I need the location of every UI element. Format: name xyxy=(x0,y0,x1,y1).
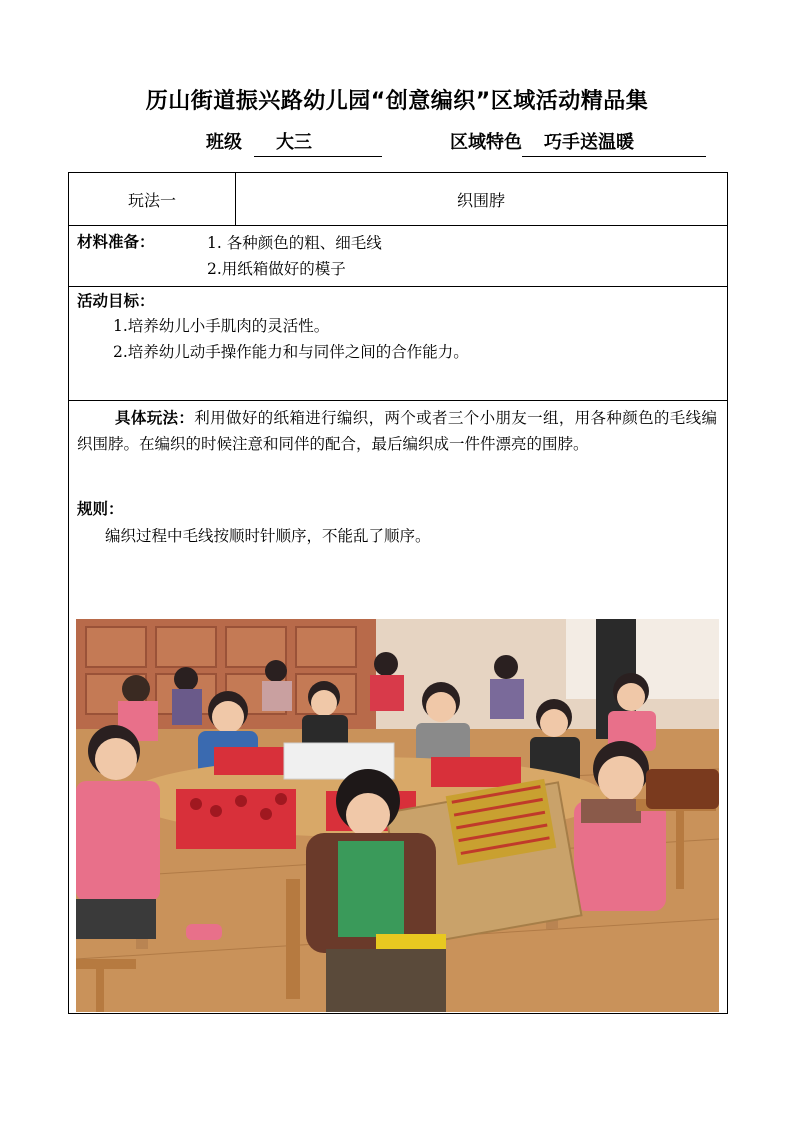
play-row xyxy=(69,173,727,226)
materials-row xyxy=(69,226,727,287)
materials-item: 1. 各种颜色的粗、细毛线 xyxy=(207,234,382,252)
activity-table xyxy=(68,172,728,1014)
feature-field xyxy=(450,128,706,157)
goals-label: 活动目标： xyxy=(77,292,155,310)
goal-item: 2.培养幼儿动手操作能力和与同伴之间的合作能力。 xyxy=(113,343,469,361)
goal-item: 1.培养幼儿小手肌肉的灵活性。 xyxy=(113,317,330,335)
feature-value: 巧手送温暖 xyxy=(522,128,706,157)
method-label: 具体玩法： xyxy=(115,409,195,427)
class-value: 大三 xyxy=(254,128,382,157)
method-text: 利用做好的纸箱进行编织，两个或者三个小朋友一组，用各种颜色的毛线编织围脖。在编织的时候注意和同伴的配合，最后编织成一件件漂亮的围脖。 xyxy=(77,409,717,453)
classroom-photo xyxy=(76,619,719,1012)
materials-label: 材料准备： xyxy=(77,233,155,251)
feature-label: 区域特色 xyxy=(450,132,522,153)
document-title: 历山街道振兴路幼儿园“创意编织”区域活动精品集 xyxy=(145,89,649,114)
class-field xyxy=(206,128,382,157)
goals-row xyxy=(69,287,727,401)
method-paragraph xyxy=(77,405,717,457)
materials-item: 2.用纸箱做好的模子 xyxy=(207,260,346,278)
play-name: 织围脖 xyxy=(456,190,505,210)
method-row xyxy=(69,401,727,1013)
rules-text: 编织过程中毛线按顺时针顺序，不能乱了顺序。 xyxy=(105,527,431,545)
rules-label: 规则： xyxy=(77,500,124,518)
classroom-photo-illustration xyxy=(76,619,719,1012)
play-label: 玩法一 xyxy=(69,173,236,225)
class-label: 班级 xyxy=(206,132,242,153)
